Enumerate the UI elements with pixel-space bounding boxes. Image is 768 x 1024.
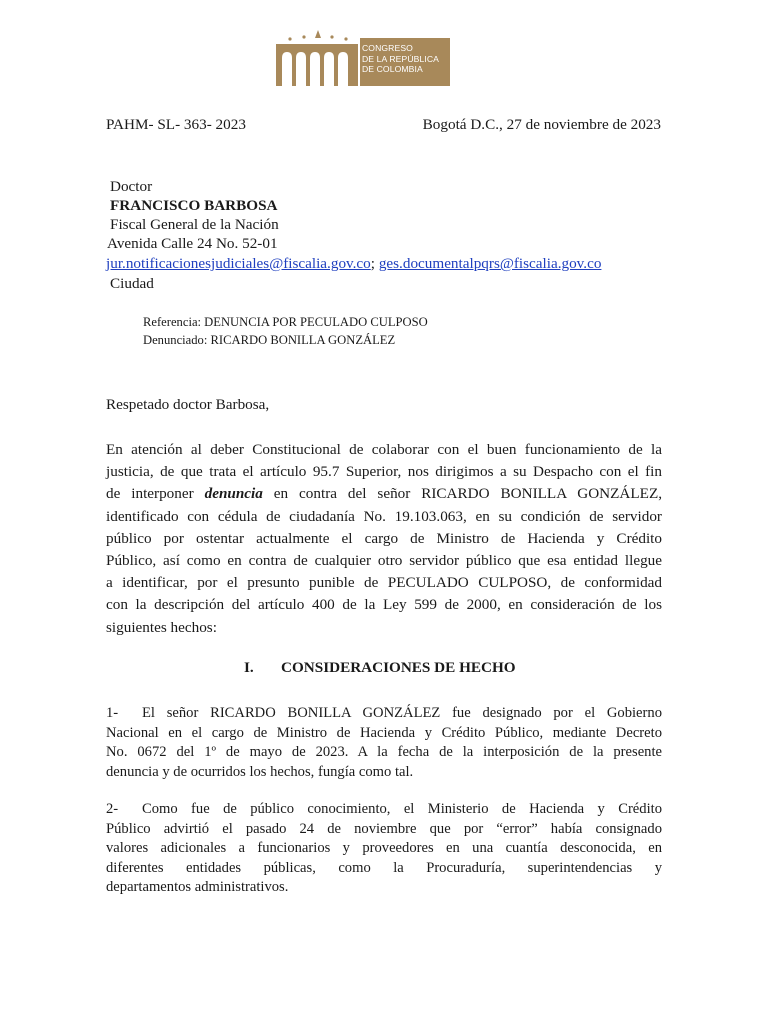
fact-line [106,704,662,724]
logo-line-3: DE COLOMBIA [362,64,423,74]
section-heading [244,659,516,677]
reference-subject: Referencia: DENUNCIA POR PECULADO CULPOSO [143,315,428,329]
fact-item-1 [106,704,662,782]
logo-line-2: DE LA REPÚBLICA [362,53,439,64]
congress-logo [274,28,450,90]
fact-text: El señor RICARDO BONILLA GONZÁLEZ fue designado por el Gobierno [142,705,662,721]
section-numeral: I. [244,659,254,676]
fact-item-2 [106,800,662,898]
reference-code: PAHM- SL- 363- 2023 [106,116,246,133]
intro-line-3-end: en contra del señor RICARDO BONILLA GONZÁLEZ, [273,485,663,503]
intro-line [106,483,662,505]
intro-line: En atención al deber Constitucional de colaborar con el buen funcionamiento de la [106,441,662,458]
intro-line: a identificar, por el presunto punible de PECULADO CULPOSO, de conformidad [106,574,662,592]
fact-line: denuncia y de ocurridos los hechos, fungía como tal. [106,763,414,780]
intro-line-3-start: de interponer [106,485,194,503]
section-title: CONSIDERACIONES DE HECHO [281,659,516,676]
fact-line [106,800,662,820]
fact-line: departamentos administrativos. [106,879,289,895]
intro-line: siguientes hechos: [106,618,217,636]
recipient-city: Ciudad [110,275,154,292]
intro-line: público por ostentar actualmente el cargo de Ministro de Hacienda y Crédito [106,529,662,547]
fact-line: diferentes entidades públicas, como la Procuraduría, superintendencias y [106,859,662,876]
recipient-position: Fiscal General de la Nación [110,216,279,233]
fact-line: No. 0672 del 1º de mayo de 2023. A la fecha de la interposición de la presente [106,744,662,760]
email-link-1[interactable]: jur.notificacionesjudiciales@fiscalia.gov.co [106,255,371,272]
recipient-name: FRANCISCO BARBOSA [110,197,278,214]
recipient-address: Avenida Calle 24 No. 52-01 [107,235,278,252]
place-date: Bogotá D.C., 27 de noviembre de 2023 [422,116,661,133]
intro-line: justicia, de que trata el artículo 95.7 Superior, nos dirigimos a su Despacho con el fin [106,463,662,481]
reference-accused: Denunciado: RICARDO BONILLA GONZÁLEZ [143,333,396,347]
email-separator: ; [370,255,376,272]
fact-line: Público advirtió el pasado 24 de noviembre que por “error” había consignado [106,820,662,837]
fact-line: valores adicionales a funcionarios y proveedores en una cuantía desconocida, en [106,840,662,856]
intro-line: con la descripción del artículo 400 de la Ley 599 de 2000, en consideración de los [106,596,662,614]
intro-line: Público, así como en contra de cualquier otro servidor público que esa entidad llegue [106,552,662,570]
intro-line: identificado con cédula de ciudadanía No. 19.103.063, en su condición de servidor [106,507,662,525]
greeting: Respetado doctor Barbosa, [106,396,270,413]
recipient-emails [106,255,601,273]
recipient-title: Doctor [110,178,153,195]
logo-line-1: CONGRESO [362,43,413,53]
fact-text: Como fue de público conocimiento, el Ministerio de Hacienda y Crédito [142,801,662,817]
fact-line: Nacional en el cargo de Ministro de Hacienda y Crédito Público, mediante Decreto [106,724,662,741]
fact-number: 1- [106,705,119,721]
logo-text [362,43,439,75]
fact-number: 2- [106,801,119,817]
email-link-2[interactable]: ges.documentalpqrs@fiscalia.gov.co [378,255,602,272]
denuncia-emphasis: denuncia [204,485,263,503]
intro-paragraph [106,439,662,639]
